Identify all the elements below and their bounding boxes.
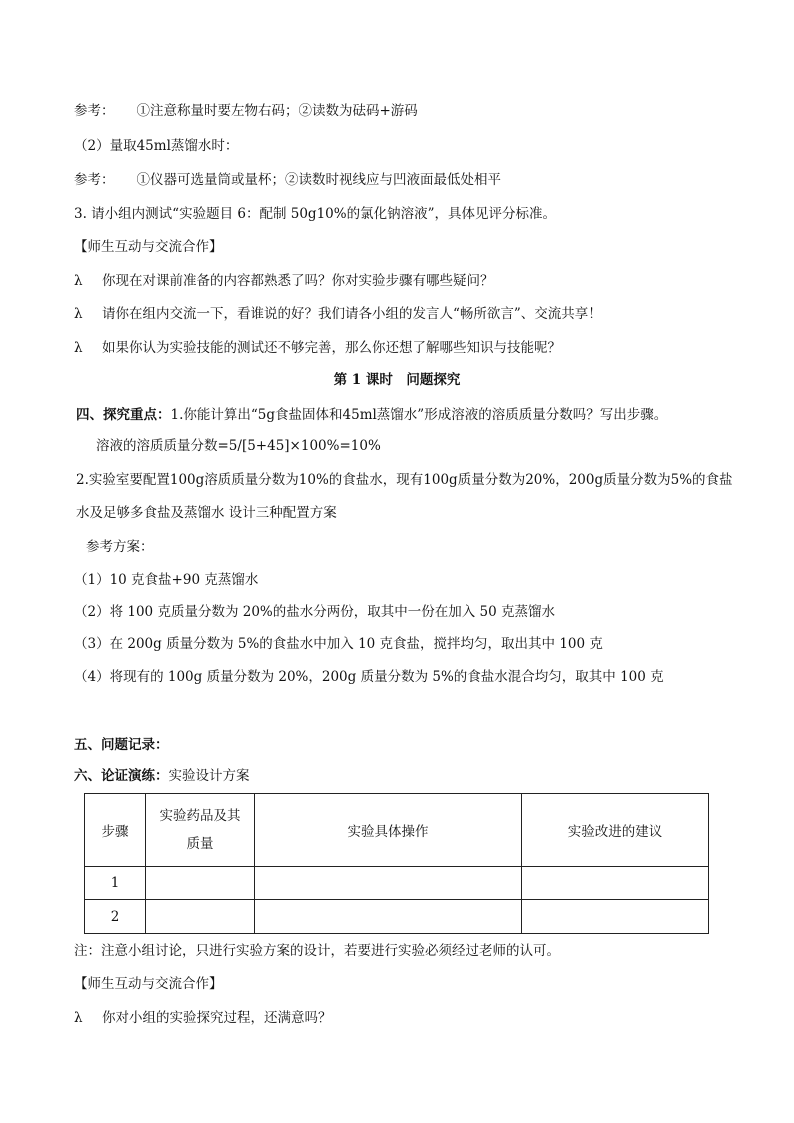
- interaction-heading-1: 【师生互动与交流合作】: [74, 239, 223, 255]
- bullet-item-3: [74, 338, 561, 358]
- bullet-text: 你对小组的实验探究过程，还满意吗？: [102, 1010, 332, 1026]
- cell-suggestion: [522, 867, 709, 900]
- item-2-line: （2）量取45ml蒸馏水时：: [74, 138, 239, 154]
- table-row: [85, 867, 709, 900]
- section-4-question-2b: 水及足够多食盐及蒸馏水 设计三种配置方案: [76, 505, 337, 521]
- header-drug-line-1: 实验药品及其: [159, 808, 241, 824]
- reference-line-1: [74, 101, 418, 121]
- plan-item-1: （1）10 克食盐+90 克蒸馏水: [74, 572, 259, 588]
- header-drug: [146, 794, 255, 867]
- bullet-text: 你现在对课前准备的内容都熟悉了吗？你对实验步骤有哪些疑问？: [102, 273, 494, 289]
- cell-suggestion: [522, 900, 709, 934]
- item-3-line: 3. 请小组内测试“实验题目 6：配制 50g10%的氯化钠溶液”，具体见评分标准。: [74, 206, 556, 222]
- section-4-heading: 四、探究重点：: [76, 407, 171, 423]
- answer-1: 溶液的溶质质量分数=5/[5+45]×100%=10%: [96, 438, 381, 454]
- bullet-lambda-icon: λ: [74, 340, 83, 356]
- header-operation: 实验具体操作: [255, 794, 522, 867]
- table-note: 注：注意小组讨论，只进行实验方案的设计，若要进行实验必须经过老师的认可。: [74, 943, 560, 959]
- bullet-text: 如果你认为实验技能的测试还不够完善，那么你还想了解哪些知识与技能呢？: [102, 340, 561, 356]
- header-drug-line-2: 质量: [186, 836, 214, 852]
- table-row: [85, 900, 709, 934]
- section-title: 第 1 课时 问题探究: [333, 372, 461, 388]
- plan-item-3: （3）在 200g 质量分数为 5%的食盐水中加入 10 克食盐，搅拌均匀，取出其中 100 克: [74, 636, 603, 652]
- section-4-question-1: [76, 405, 667, 425]
- cell-step: 1: [85, 867, 146, 900]
- section-4-question-2a: 2.实验室要配置100g溶质质量分数为10%的食盐水，现有100g质量分数为20%，200g质量分数为5%的食盐: [76, 472, 733, 488]
- cell-drug: [146, 900, 255, 934]
- cell-step: 2: [85, 900, 146, 934]
- bullet-item-4: [74, 1008, 332, 1028]
- cell-drug: [146, 867, 255, 900]
- section-6-line: [74, 766, 250, 786]
- bullet-lambda-icon: λ: [74, 273, 83, 289]
- reference-line-2: [74, 170, 501, 190]
- header-suggestion: 实验改进的建议: [522, 794, 709, 867]
- plan-label: 参考方案：: [86, 539, 154, 555]
- bullet-item-2: [74, 304, 602, 324]
- cell-operation: [255, 900, 522, 934]
- interaction-heading-2: 【师生互动与交流合作】: [74, 976, 223, 992]
- header-step: 步骤: [85, 794, 146, 867]
- experiment-design-table: [84, 793, 709, 934]
- bullet-item-1: [74, 271, 494, 291]
- section-5-heading: 五、问题记录：: [74, 737, 169, 753]
- section-6-text: 实验设计方案: [168, 768, 250, 784]
- reference-text: ①注意称量时要左物右码；②读数为砝码+游码: [136, 103, 418, 119]
- reference-label: 参考：: [74, 103, 115, 119]
- section-6-heading: 六、论证演练：: [74, 768, 169, 784]
- bullet-lambda-icon: λ: [74, 1010, 83, 1026]
- bullet-text: 请你在组内交流一下，看谁说的好？我们请各小组的发言人“畅所欲言”、交流共享！: [102, 306, 602, 322]
- plan-item-2: （2）将 100 克质量分数为 20%的盐水分两份，取其中一份在加入 50 克蒸馏水: [74, 604, 555, 620]
- bullet-lambda-icon: λ: [74, 306, 83, 322]
- question-text: 1.你能计算出“5g食盐固体和45ml蒸馏水”形成溶液的溶质质量分数吗？写出步骤。: [170, 407, 668, 423]
- reference-label: 参考：: [74, 172, 115, 188]
- table-header-row: [85, 794, 709, 867]
- plan-item-4: （4）将现有的 100g 质量分数为 20%，200g 质量分数为 5%的食盐水混合均匀，取其中 100 克: [74, 669, 664, 685]
- cell-operation: [255, 867, 522, 900]
- reference-text: ①仪器可选量筒或量杯；②读数时视线应与凹液面最低处相平: [136, 172, 501, 188]
